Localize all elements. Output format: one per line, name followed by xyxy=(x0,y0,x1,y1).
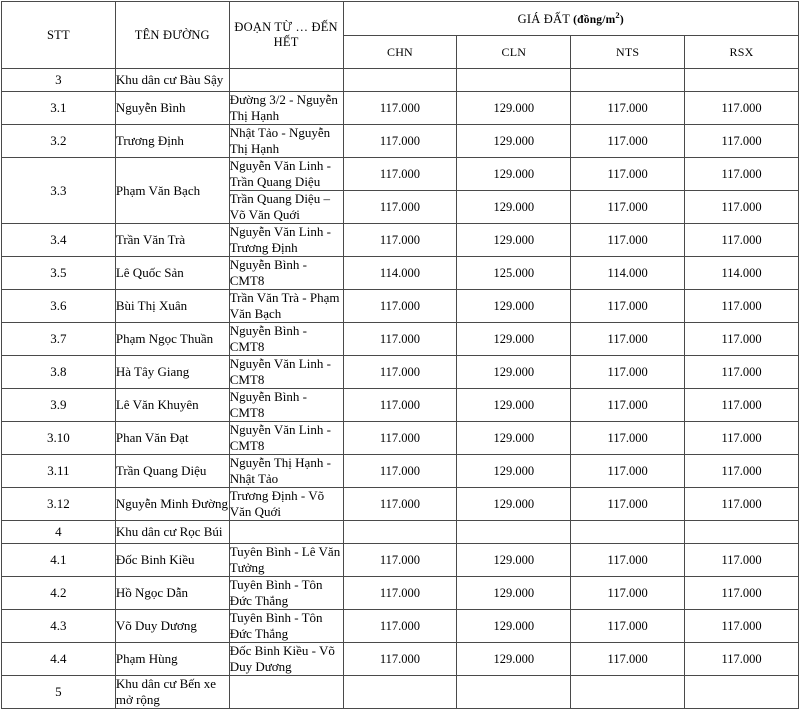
cell-stt: 3.7 xyxy=(2,323,116,356)
cell-stt: 3.2 xyxy=(2,125,116,158)
cell-price-rsx: 117.000 xyxy=(685,92,799,125)
cell-stt: 3.9 xyxy=(2,389,116,422)
cell-stt: 3.10 xyxy=(2,422,116,455)
cell-stt: 4 xyxy=(2,521,116,544)
cell-price-chn: 114.000 xyxy=(343,257,457,290)
column-header-nts: NTS xyxy=(571,36,685,69)
table-row-group xyxy=(2,676,799,709)
cell-price-nts xyxy=(571,69,685,92)
cell-price-rsx: 117.000 xyxy=(685,323,799,356)
cell-stt: 4.2 xyxy=(2,577,116,610)
table-row xyxy=(2,158,799,191)
cell-price-rsx xyxy=(685,69,799,92)
cell-price-rsx: 117.000 xyxy=(685,224,799,257)
cell-price-cln: 129.000 xyxy=(457,544,571,577)
price-group-label: GIÁ ĐẤT xyxy=(517,11,571,26)
cell-price-rsx: 117.000 xyxy=(685,290,799,323)
table-row xyxy=(2,257,799,290)
cell-street-name: Lê Quốc Sản xyxy=(115,257,229,290)
cell-street-name: Đốc Binh Kiều xyxy=(115,544,229,577)
cell-price-nts: 117.000 xyxy=(571,158,685,191)
table-row xyxy=(2,577,799,610)
cell-price-chn: 117.000 xyxy=(343,610,457,643)
cell-stt: 3.11 xyxy=(2,455,116,488)
cell-price-nts: 117.000 xyxy=(571,422,685,455)
table-row-group xyxy=(2,521,799,544)
cell-price-rsx: 117.000 xyxy=(685,356,799,389)
cell-segment xyxy=(229,69,343,92)
cell-price-chn: 117.000 xyxy=(343,488,457,521)
cell-price-rsx: 117.000 xyxy=(685,544,799,577)
cell-stt: 3.3 xyxy=(2,158,116,224)
cell-price-cln: 129.000 xyxy=(457,224,571,257)
table-row xyxy=(2,488,799,521)
cell-price-chn: 117.000 xyxy=(343,455,457,488)
cell-segment: Nguyễn Văn Linh - Trương Định xyxy=(229,224,343,257)
column-header-segment: ĐOẠN TỪ … ĐẾN HẾT xyxy=(229,2,343,69)
cell-street-name: Võ Duy Dương xyxy=(115,610,229,643)
cell-price-rsx: 117.000 xyxy=(685,488,799,521)
cell-group-name: Khu dân cư Bến xe mở rộng xyxy=(115,676,229,709)
cell-price-chn: 117.000 xyxy=(343,290,457,323)
cell-street-name: Nguyễn Minh Đường xyxy=(115,488,229,521)
table-row xyxy=(2,290,799,323)
cell-price-chn: 117.000 xyxy=(343,92,457,125)
cell-price-cln: 129.000 xyxy=(457,323,571,356)
cell-price-chn: 117.000 xyxy=(343,643,457,676)
cell-price-nts: 117.000 xyxy=(571,610,685,643)
cell-stt: 3.4 xyxy=(2,224,116,257)
price-unit-exponent: 2 xyxy=(615,10,620,21)
cell-price-nts: 117.000 xyxy=(571,92,685,125)
cell-price-nts xyxy=(571,676,685,709)
table-header xyxy=(2,2,799,69)
cell-price-rsx: 117.000 xyxy=(685,610,799,643)
cell-price-chn: 117.000 xyxy=(343,323,457,356)
table-row xyxy=(2,224,799,257)
table-row xyxy=(2,356,799,389)
cell-segment: Trương Định - Võ Văn Quới xyxy=(229,488,343,521)
cell-price-chn: 117.000 xyxy=(343,389,457,422)
cell-stt: 4.4 xyxy=(2,643,116,676)
cell-price-nts: 117.000 xyxy=(571,488,685,521)
cell-price-nts: 117.000 xyxy=(571,290,685,323)
table-row xyxy=(2,455,799,488)
cell-segment: Đốc Binh Kiều - Võ Duy Dương xyxy=(229,643,343,676)
column-header-chn: CHN xyxy=(343,36,457,69)
cell-price-nts: 117.000 xyxy=(571,455,685,488)
cell-price-rsx xyxy=(685,521,799,544)
cell-street-name: Phạm Ngọc Thuần xyxy=(115,323,229,356)
cell-price-chn: 117.000 xyxy=(343,224,457,257)
cell-price-cln: 129.000 xyxy=(457,389,571,422)
cell-price-nts: 117.000 xyxy=(571,356,685,389)
land-price-table xyxy=(1,1,799,709)
cell-price-rsx: 117.000 xyxy=(685,158,799,191)
cell-price-cln: 129.000 xyxy=(457,643,571,676)
cell-price-cln xyxy=(457,676,571,709)
table-row-group xyxy=(2,69,799,92)
cell-price-cln xyxy=(457,69,571,92)
cell-group-name: Khu dân cư Rọc Búi xyxy=(115,521,229,544)
cell-price-nts: 117.000 xyxy=(571,191,685,224)
cell-street-name: Nguyễn Bình xyxy=(115,92,229,125)
cell-price-rsx: 117.000 xyxy=(685,455,799,488)
cell-segment: Đường 3/2 - Nguyễn Thị Hạnh xyxy=(229,92,343,125)
cell-stt: 3.5 xyxy=(2,257,116,290)
table-row xyxy=(2,643,799,676)
cell-price-chn xyxy=(343,521,457,544)
cell-segment: Tuyên Bình - Tôn Đức Thắng xyxy=(229,577,343,610)
cell-price-cln: 129.000 xyxy=(457,577,571,610)
cell-price-cln: 129.000 xyxy=(457,610,571,643)
cell-segment: Tuyên Bình - Tôn Đức Thắng xyxy=(229,610,343,643)
table-row xyxy=(2,389,799,422)
cell-price-nts: 117.000 xyxy=(571,643,685,676)
column-header-cln: CLN xyxy=(457,36,571,69)
cell-price-nts: 117.000 xyxy=(571,577,685,610)
column-header-stt: STT xyxy=(2,2,116,69)
cell-segment xyxy=(229,676,343,709)
cell-group-name: Khu dân cư Bàu Sậy xyxy=(115,69,229,92)
cell-price-nts: 117.000 xyxy=(571,544,685,577)
cell-price-chn: 117.000 xyxy=(343,577,457,610)
cell-segment: Trần Quang Diệu – Võ Văn Quới xyxy=(229,191,343,224)
cell-stt: 5 xyxy=(2,676,116,709)
cell-price-chn: 117.000 xyxy=(343,158,457,191)
cell-segment: Nguyễn Bình - CMT8 xyxy=(229,257,343,290)
cell-stt: 4.3 xyxy=(2,610,116,643)
cell-segment: Nguyễn Thị Hạnh - Nhật Tảo xyxy=(229,455,343,488)
cell-price-cln: 129.000 xyxy=(457,290,571,323)
cell-price-rsx: 114.000 xyxy=(685,257,799,290)
cell-segment: Nguyễn Văn Linh - CMT8 xyxy=(229,356,343,389)
table-row xyxy=(2,323,799,356)
cell-price-cln: 129.000 xyxy=(457,488,571,521)
cell-stt: 3 xyxy=(2,69,116,92)
cell-segment: Tuyên Bình - Lê Văn Tưởng xyxy=(229,544,343,577)
cell-price-nts: 114.000 xyxy=(571,257,685,290)
cell-price-rsx: 117.000 xyxy=(685,191,799,224)
table-row xyxy=(2,544,799,577)
table-row xyxy=(2,125,799,158)
cell-price-chn xyxy=(343,676,457,709)
table-body xyxy=(2,69,799,709)
cell-price-cln: 129.000 xyxy=(457,422,571,455)
table-row xyxy=(2,422,799,455)
cell-stt: 3.6 xyxy=(2,290,116,323)
cell-price-rsx: 117.000 xyxy=(685,643,799,676)
cell-price-chn: 117.000 xyxy=(343,422,457,455)
cell-price-nts: 117.000 xyxy=(571,224,685,257)
cell-price-cln: 129.000 xyxy=(457,356,571,389)
cell-segment: Trần Văn Trà - Phạm Văn Bạch xyxy=(229,290,343,323)
cell-price-cln: 125.000 xyxy=(457,257,571,290)
cell-price-nts: 117.000 xyxy=(571,389,685,422)
cell-street-name: Trần Quang Diệu xyxy=(115,455,229,488)
cell-street-name: Trương Định xyxy=(115,125,229,158)
cell-price-nts xyxy=(571,521,685,544)
cell-segment: Nguyễn Văn Linh - Trần Quang Diệu xyxy=(229,158,343,191)
cell-street-name: Trần Văn Trà xyxy=(115,224,229,257)
cell-price-rsx xyxy=(685,676,799,709)
table-row xyxy=(2,92,799,125)
price-unit-close: ) xyxy=(619,13,624,26)
cell-stt: 3.1 xyxy=(2,92,116,125)
cell-price-cln: 129.000 xyxy=(457,191,571,224)
cell-segment: Nguyễn Bình - CMT8 xyxy=(229,389,343,422)
cell-price-cln: 129.000 xyxy=(457,455,571,488)
table-row xyxy=(2,610,799,643)
cell-price-nts: 117.000 xyxy=(571,125,685,158)
cell-street-name: Bùi Thị Xuân xyxy=(115,290,229,323)
cell-segment: Nhật Tảo - Nguyễn Thị Hạnh xyxy=(229,125,343,158)
cell-price-nts: 117.000 xyxy=(571,323,685,356)
cell-street-name: Phạm Hùng xyxy=(115,643,229,676)
cell-price-chn: 117.000 xyxy=(343,125,457,158)
cell-price-chn: 117.000 xyxy=(343,191,457,224)
header-row-primary xyxy=(2,2,799,36)
price-unit-open: (đồng/m xyxy=(573,13,616,26)
cell-street-name: Phạm Văn Bạch xyxy=(115,158,229,224)
cell-price-cln: 129.000 xyxy=(457,125,571,158)
cell-segment: Nguyễn Bình - CMT8 xyxy=(229,323,343,356)
cell-street-name: Hồ Ngọc Dẫn xyxy=(115,577,229,610)
cell-price-rsx: 117.000 xyxy=(685,422,799,455)
cell-stt: 3.8 xyxy=(2,356,116,389)
cell-street-name: Phan Văn Đạt xyxy=(115,422,229,455)
cell-stt: 4.1 xyxy=(2,544,116,577)
cell-price-cln xyxy=(457,521,571,544)
cell-price-chn: 117.000 xyxy=(343,356,457,389)
cell-street-name: Hà Tây Giang xyxy=(115,356,229,389)
cell-segment xyxy=(229,521,343,544)
cell-price-cln: 129.000 xyxy=(457,92,571,125)
column-header-rsx: RSX xyxy=(685,36,799,69)
cell-street-name: Lê Văn Khuyên xyxy=(115,389,229,422)
cell-segment: Nguyễn Văn Linh - CMT8 xyxy=(229,422,343,455)
column-header-street-name: TÊN ĐƯỜNG xyxy=(115,2,229,69)
cell-price-cln: 129.000 xyxy=(457,158,571,191)
cell-price-rsx: 117.000 xyxy=(685,577,799,610)
cell-price-rsx: 117.000 xyxy=(685,125,799,158)
cell-price-rsx: 117.000 xyxy=(685,389,799,422)
cell-price-chn xyxy=(343,69,457,92)
cell-price-chn: 117.000 xyxy=(343,544,457,577)
cell-stt: 3.12 xyxy=(2,488,116,521)
column-header-price-group xyxy=(343,2,798,36)
